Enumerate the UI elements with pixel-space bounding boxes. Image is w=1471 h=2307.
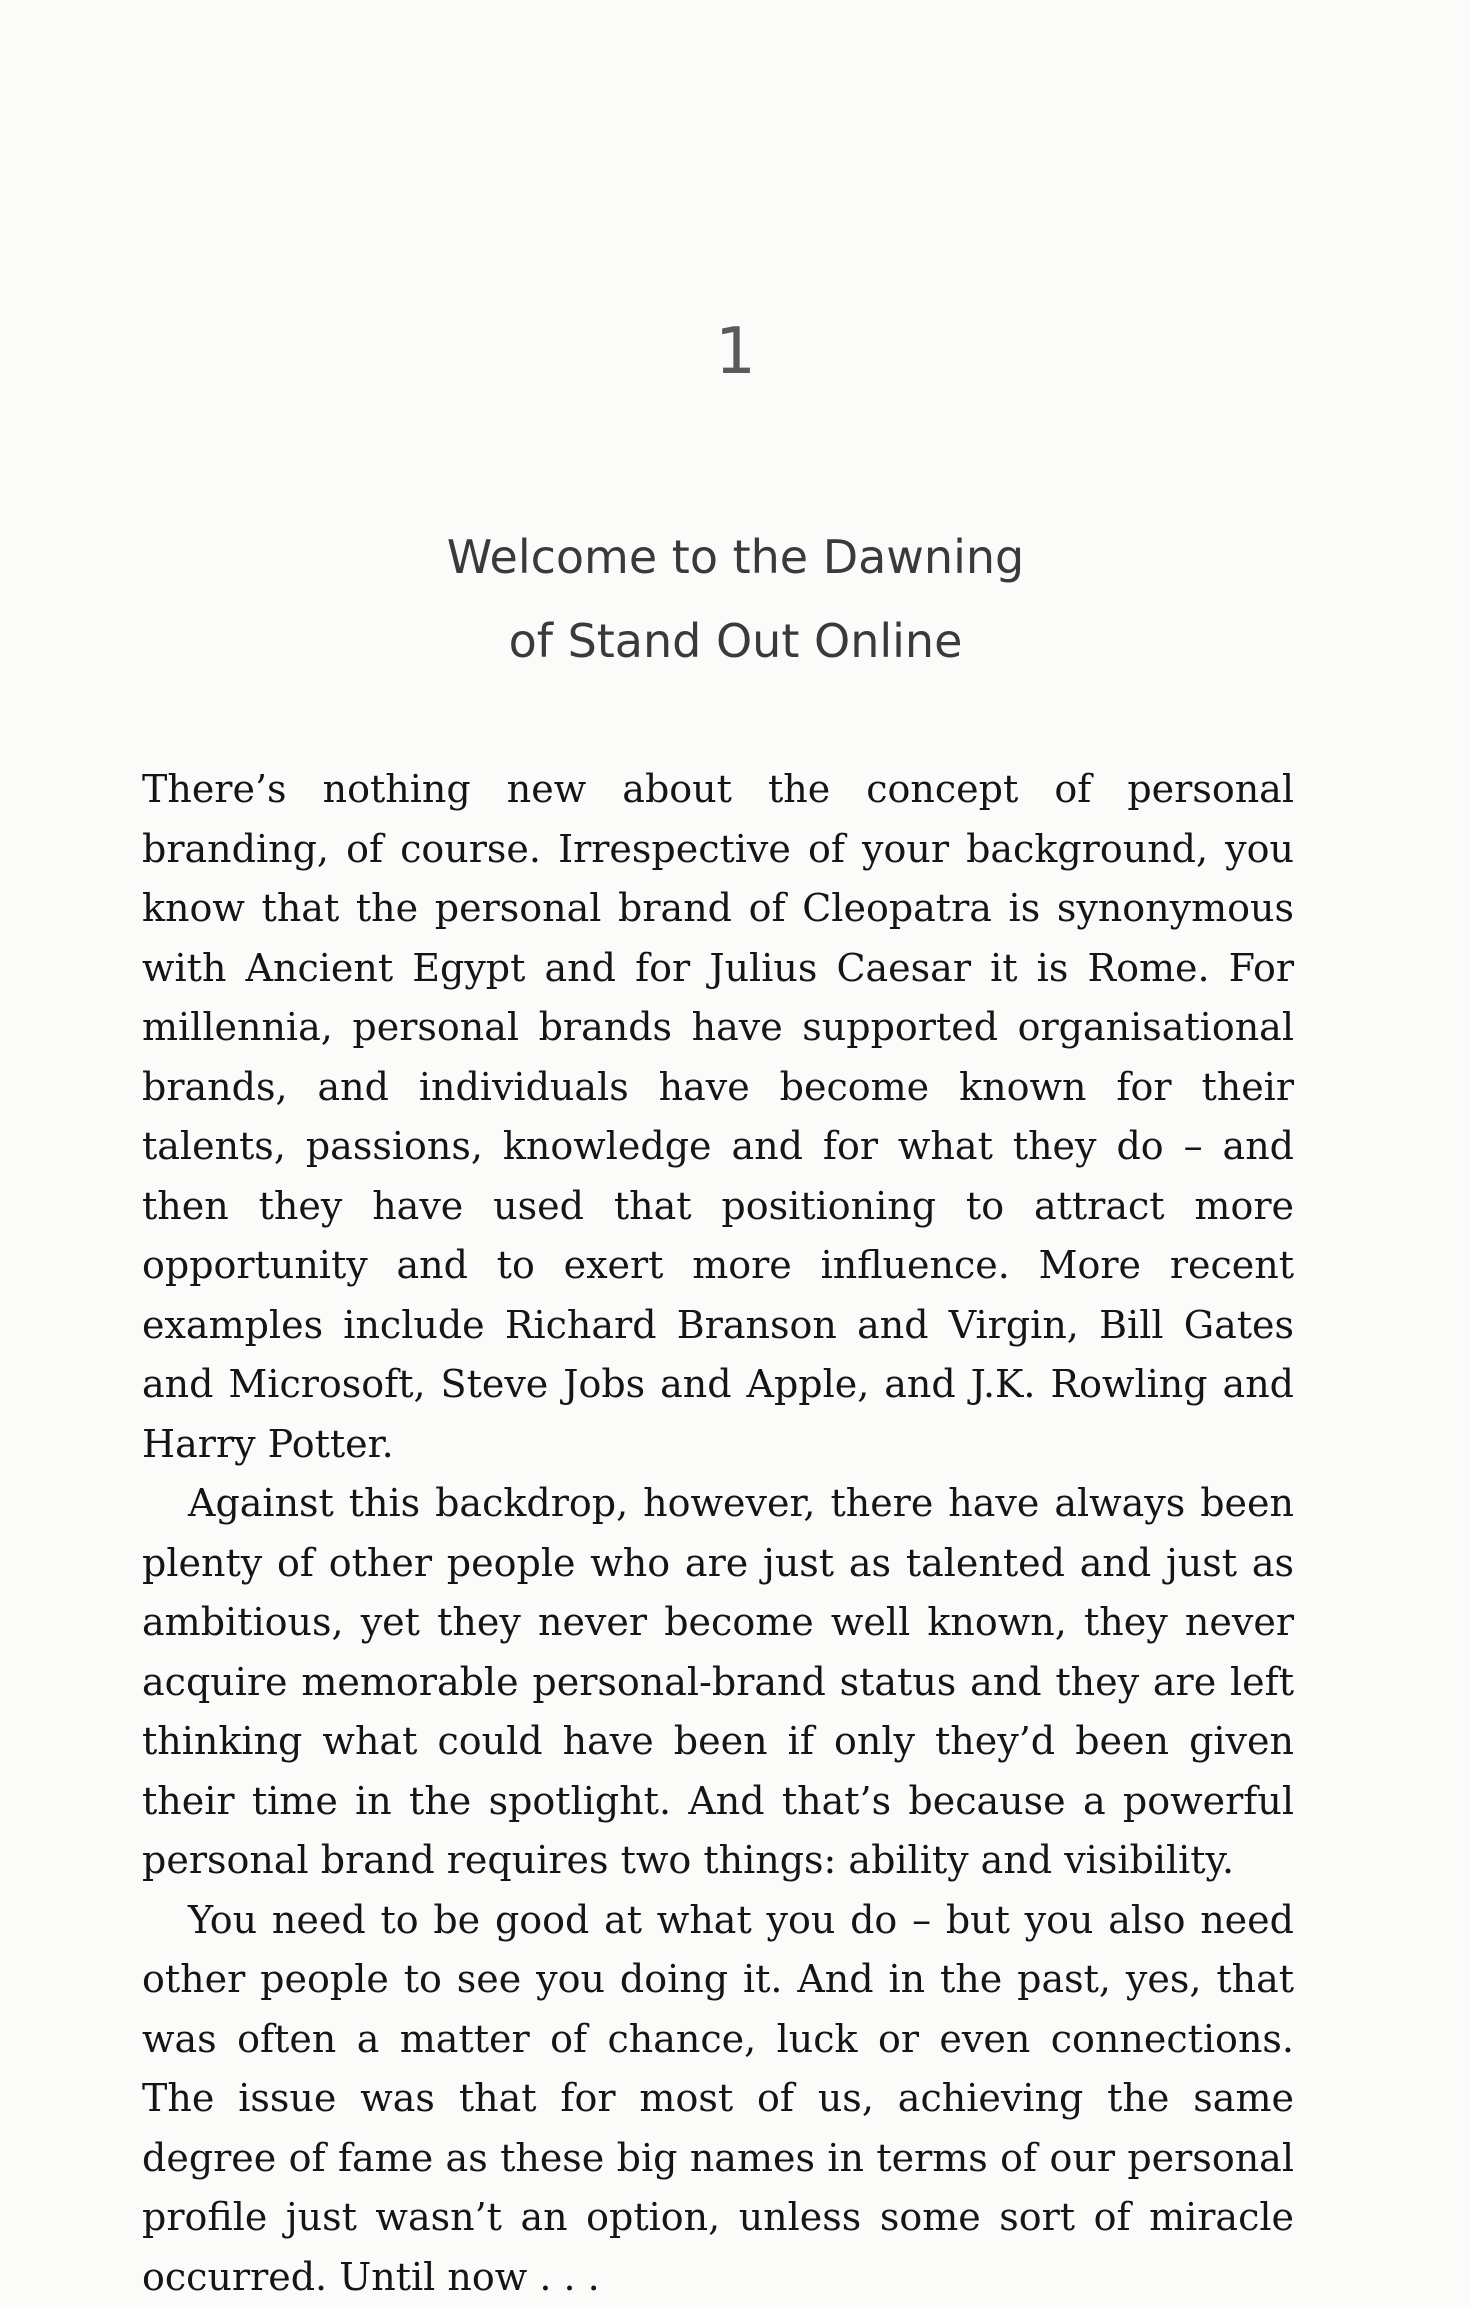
paragraph-1: There’s nothing new about the concept of personal branding, of course. Irrespective of your background, you know that the personal brand of Cleopatra is synonymous with Ancient Egypt and for Julius Caesar it is Rome. For millennia, personal brands have supported organisational brands, and individuals have become known for their talents, passions, knowledge and for what they do – and then they have used that positioning to attract more opportunity and to exert more influence. More recent examples include Richard Branson and Virgin, Bill Gates and Microsoft, Steve Jobs and Apple, and J.K. Rowling and Harry Potter.	[142, 760, 1294, 1474]
chapter-title-line-2: of Stand Out Online	[0, 599, 1471, 683]
chapter-title	[0, 515, 1471, 683]
paragraph-3: You need to be good at what you do – but you also need other people to see you doing it. And in the past, yes, that was often a matter of chance, luck or even connections. The issue was that for most of us, achieving the same degree of fame as these big names in terms of our personal profile just wasn’t an option, unless some sort of miracle occurred. Until now . . .	[142, 1891, 1294, 2307]
chapter-title-line-1: Welcome to the Dawning	[0, 515, 1471, 599]
chapter-body	[142, 760, 1294, 2307]
paragraph-2: Against this backdrop, however, there have always been plenty of other people who are just as talented and just as ambitious, yet they never become well known, they never acquire memorable personal-brand status and they are left thinking what could have been if only they’d been given their time in the spotlight. And that’s because a powerful personal brand requires two things: ability and visibility.	[142, 1474, 1294, 1891]
chapter-number: 1	[0, 320, 1471, 384]
